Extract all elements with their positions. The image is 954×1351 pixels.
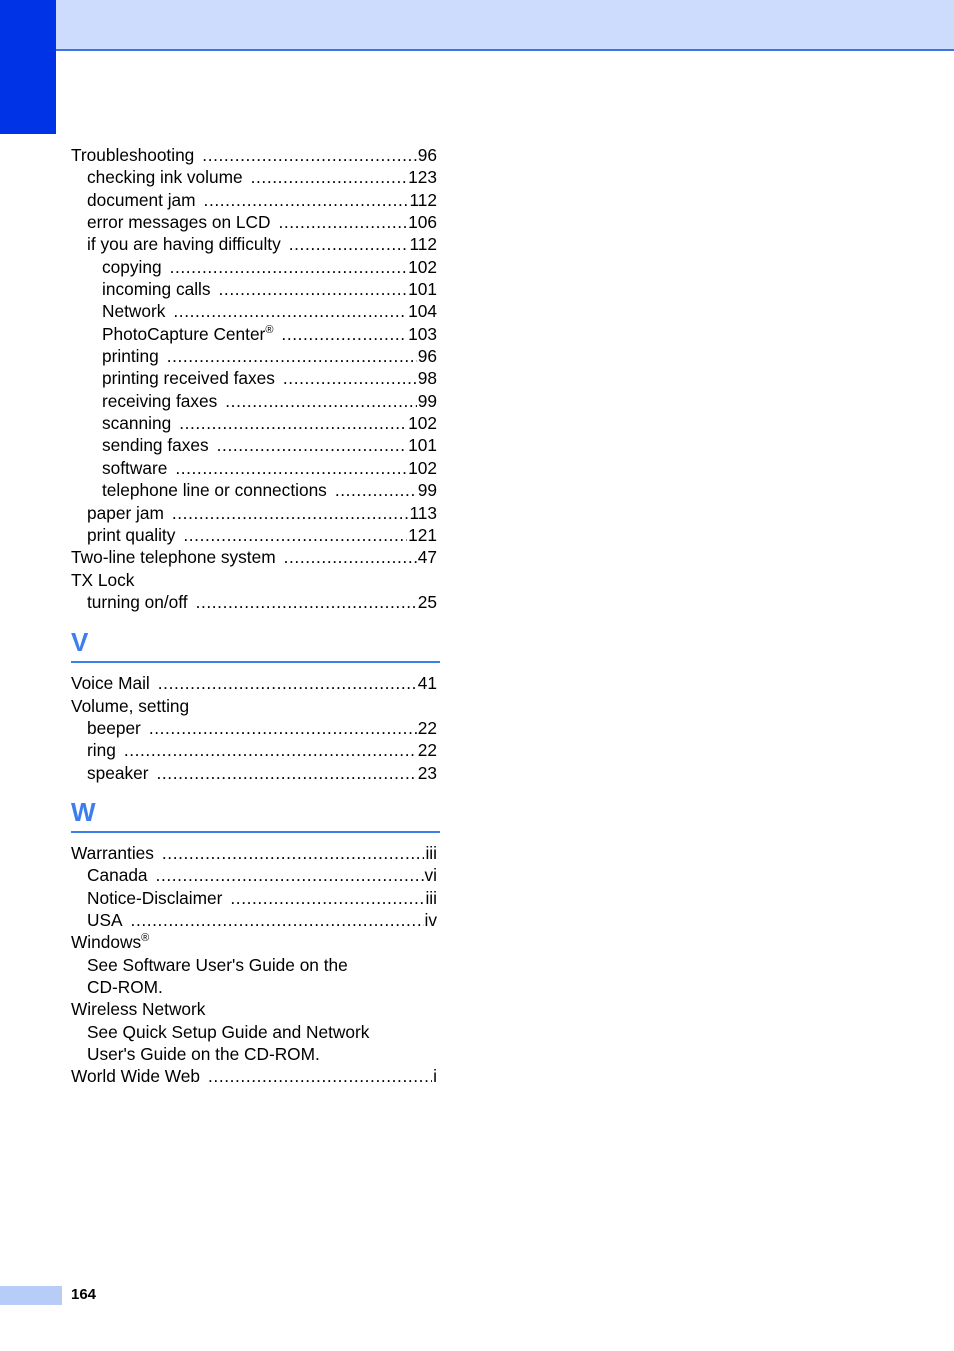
index-entry-voice-mail: Voice Mail ..... 41 <box>71 672 440 694</box>
dot-leader <box>124 739 417 761</box>
dot-leader <box>156 864 424 886</box>
dot-leader <box>149 717 417 739</box>
registered-mark: ® <box>265 323 274 336</box>
index-subentry: ring ..... 22 <box>71 739 440 761</box>
header-band <box>0 0 954 51</box>
index-subentry: turning on/off ..... 25 <box>71 591 440 613</box>
registered-mark: ® <box>141 932 150 945</box>
section-heading-v: V <box>71 627 440 663</box>
dot-leader <box>202 144 416 166</box>
footer-tab <box>0 1286 62 1305</box>
index-entry-troubleshooting: Troubleshooting ..... 96 <box>71 144 440 166</box>
index-entry-tx-lock: TX Lock <box>71 569 135 590</box>
index-column <box>71 144 440 1088</box>
dot-leader <box>225 390 417 412</box>
index-subsubentry: printing received faxes ..... 98 <box>71 367 440 389</box>
index-subsubentry: incoming calls ..... 101 <box>71 278 440 300</box>
dot-leader <box>284 546 417 568</box>
index-subentry: document jam ..... 112 <box>71 189 440 211</box>
cross-reference-text: User's Guide on the CD-ROM. <box>87 1044 320 1065</box>
page-number: 164 <box>71 1286 97 1303</box>
index-subentry: beeper ..... 22 <box>71 717 440 739</box>
chapter-tab <box>0 0 56 134</box>
dot-leader <box>179 412 407 434</box>
index-subsubentry: printing ..... 96 <box>71 345 440 367</box>
dot-leader <box>162 842 425 864</box>
dot-leader <box>204 189 409 211</box>
section-heading-w: W <box>71 797 440 833</box>
index-subentry: USA ..... iv <box>71 909 440 931</box>
dot-leader <box>281 323 407 345</box>
index-entry-two-line: Two-line telephone system ..... 47 <box>71 546 440 568</box>
index-subsubentry: Network ..... 104 <box>71 300 440 322</box>
index-subentry: speaker ..... 23 <box>71 762 440 784</box>
dot-leader <box>158 672 417 694</box>
index-subentry: paper jam ..... 113 <box>71 502 440 524</box>
cross-reference-text: CD-ROM. <box>87 977 163 997</box>
index-entry-warranties: Warranties ..... iii <box>71 842 440 864</box>
dot-leader <box>173 300 407 322</box>
dot-leader <box>196 591 417 613</box>
index-subentry: Notice-Disclaimer ..... iii <box>71 887 440 909</box>
dot-leader <box>208 1065 432 1087</box>
index-subsubentry: telephone line or connections ..... 99 <box>71 479 440 501</box>
dot-leader <box>230 887 424 909</box>
dot-leader <box>183 524 407 546</box>
dot-leader <box>283 367 417 389</box>
dot-leader <box>219 278 408 300</box>
dot-leader <box>217 434 408 456</box>
index-entry-volume: Volume, setting <box>71 695 190 716</box>
dot-leader <box>335 479 417 501</box>
index-entry-wireless: Wireless Network <box>71 999 206 1020</box>
dot-leader <box>170 256 408 278</box>
index-subsubentry: software ..... 102 <box>71 457 440 479</box>
index-entry-windows: Windows® <box>71 932 150 953</box>
index-subsubentry: sending faxes ..... 101 <box>71 434 440 456</box>
index-subentry: error messages on LCD ..... 106 <box>71 211 440 233</box>
index-subentry: Canada ..... vi <box>71 864 440 886</box>
index-subsubentry: PhotoCapture Center® ..... 103 <box>71 323 440 345</box>
dot-leader <box>251 166 408 188</box>
dot-leader <box>289 233 409 255</box>
cross-reference-text: See Software User's Guide on the <box>87 954 348 975</box>
index-subentry: if you are having difficulty ..... 112 <box>71 233 440 255</box>
dot-leader <box>167 345 417 367</box>
index-subsubentry: receiving faxes ..... 99 <box>71 390 440 412</box>
index-subsubentry: scanning ..... 102 <box>71 412 440 434</box>
dot-leader <box>278 211 407 233</box>
dot-leader <box>156 762 416 784</box>
dot-leader <box>131 909 424 931</box>
index-subsubentry: copying ..... 102 <box>71 256 440 278</box>
cross-reference-text: See Quick Setup Guide and Network <box>87 1021 370 1042</box>
dot-leader <box>175 457 407 479</box>
index-entry-www: World Wide Web ..... i <box>71 1065 440 1087</box>
index-subentry: print quality ..... 121 <box>71 524 440 546</box>
dot-leader <box>172 502 409 524</box>
index-subentry: checking ink volume ..... 123 <box>71 166 440 188</box>
